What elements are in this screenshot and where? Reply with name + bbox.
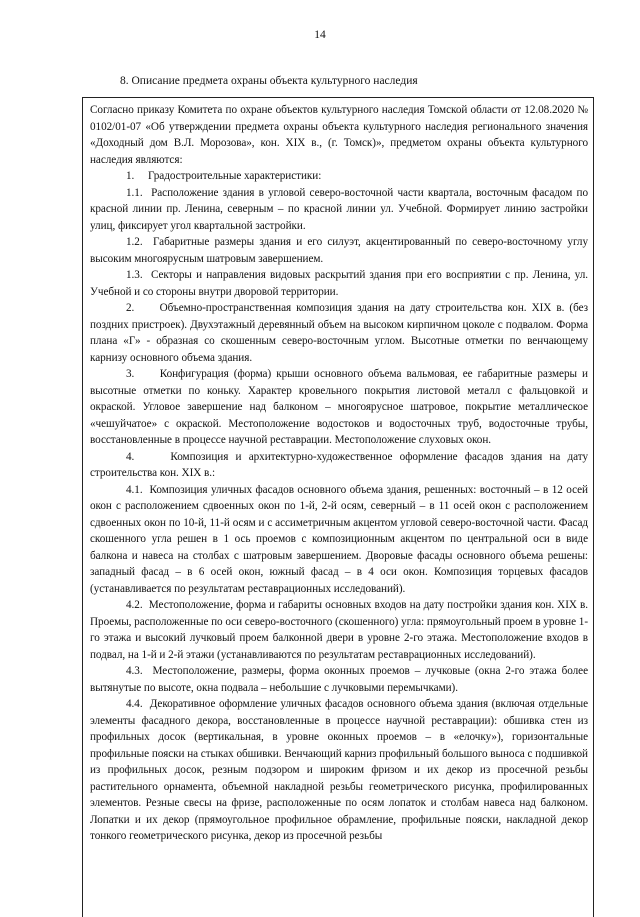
paragraph-intro: Согласно приказу Комитета по охране объектов культурного наследия Томской области от 12.08.2020 № 0102/01-07 «Об утверждении предмета охраны объекта культурного наследия регионального значения «Доходный дом В.Л. Морозова», кон. XIX в., (г. Томск)», предметом охраны объекта культурного наследия являются: xyxy=(90,104,588,166)
paragraph-4-4: 4.4. Декоративное оформление уличных фасадов основного объема здания (включая отдельные элементы фасадного декора, восстановленные в процессе научной реставрации): обшивка стен из профильных досок (вертикальная, в уровне оконных проемов – в «елочку»), горизонтальные профильные пояски на стыках обшивки. Венчающий карниз профильный большого выноса с подшивкой из профильных досок, резным подзором и широким фризом и их декор из просечной резьбы растительного орнамента, объемной накладной резьбы геометрического рисунка, профилированных элементов. Резные свесы на фризе, расположенные по осям лопаток и столбам навеса над балконом. Лопатки и их декор (прямоугольное профильное обрамление, профильные пояски, накладной декор тонкого геометрического рисунка, декор из просечной резьбы xyxy=(90,698,588,842)
paragraph-1-1: 1.1. Расположение здания в угловой северо-восточной части квартала, восточным фасадом по красной линии пр. Ленина, северным – по красной линии ул. Учебной. Формирует линию застройки улиц, фиксирует угол квартальной застройки. xyxy=(90,186,588,232)
paragraph-3: 3. Конфигурация (форма) крыши основного объема вальмовая, ее габаритные размеры и высотные отметки по коньку. Характер кровельного покрытия листовой металл с фальцовкой и окраской. Угловое завершение над балконом – многоярусное шатровое, покрытие металлическое «чешуйчатое» с окраской. Местоположение водостоков и водосточных труб, водосточные трубы, восстановленные в процессе научной реставрации. Местоположение слуховых окон. xyxy=(90,368,588,446)
paragraph-4-3: 4.3. Местоположение, размеры, форма оконных проемов – лучковые (окна 2-го этажа более вытянутые по высоте, окна подвала – небольшие с лучковыми перемычками). xyxy=(90,665,588,694)
paragraph-4: 4. Композиция и архитектурно-художественное оформление фасадов здания на дату строительства кон. XIX в.: xyxy=(90,450,588,479)
paragraph-1: 1. Градостроительные характеристики: xyxy=(126,170,322,182)
page-number: 14 xyxy=(314,29,326,41)
paragraph-2: 2. Объемно-пространственная композиция здания на дату строительства кон. XIX в. (без поздних пристроек). Двухэтажный деревянный объем на высоком кирпичном цоколе с подвалом. Форма плана «Г» - образная со скошенным северо-восточным углом. Высотные отметки по венчающему карнизу основного объема здания. xyxy=(90,302,588,364)
text-frame xyxy=(82,97,594,917)
paragraph-4-2: 4.2. Местоположение, форма и габариты основных входов на дату постройки здания кон. XIX в. Проемы, расположенные по оси северо-восточного (скошенного) угла: прямоугольный проем в уровне 1-го этажа и высокий лучковый проем балконной двери в уровне 2-го этажа. Местоположение входов в подвал, на 1-й и 2-й этажи (устанавливаются по результатам реставрационных исследований). xyxy=(90,599,588,661)
paragraph-1-2: 1.2. Габаритные размеры здания и его силуэт, акцентированный по северо-восточному углу высоким многоярусным шатровым завершением. xyxy=(90,236,588,265)
section-title: 8. Описание предмета охраны объекта культурного наследия xyxy=(120,75,418,87)
paragraph-1-3: 1.3. Секторы и направления видовых раскрытий здания при его восприятии с пр. Ленина, ул. Учебной и со стороны внутри дворовой территории. xyxy=(90,269,588,298)
paragraph-4-1: 4.1. Композиция уличных фасадов основного объема здания, решенных: восточный – в 12 осей окон с расположением сдвоенных окон по 1-й, 2-й осям, северный – в 11 осей окон с расположением сдвоенных окон по 10-й, 11-й осям и с ассиметричным акцентом угловой северо-восточной части. Фасад скошенного угла решен в 1 ось проемов с композиционным акцентом по центральной оси в виде балкона и навеса на столбах с шатровым завершением. Дворовые фасады основного объема решены: западный фасад – в 6 осей окон, южный фасад – в 4 оси окон. Композиция торцевых фасадов (устанавливается по результатам реставрационных исследований). xyxy=(90,483,588,595)
